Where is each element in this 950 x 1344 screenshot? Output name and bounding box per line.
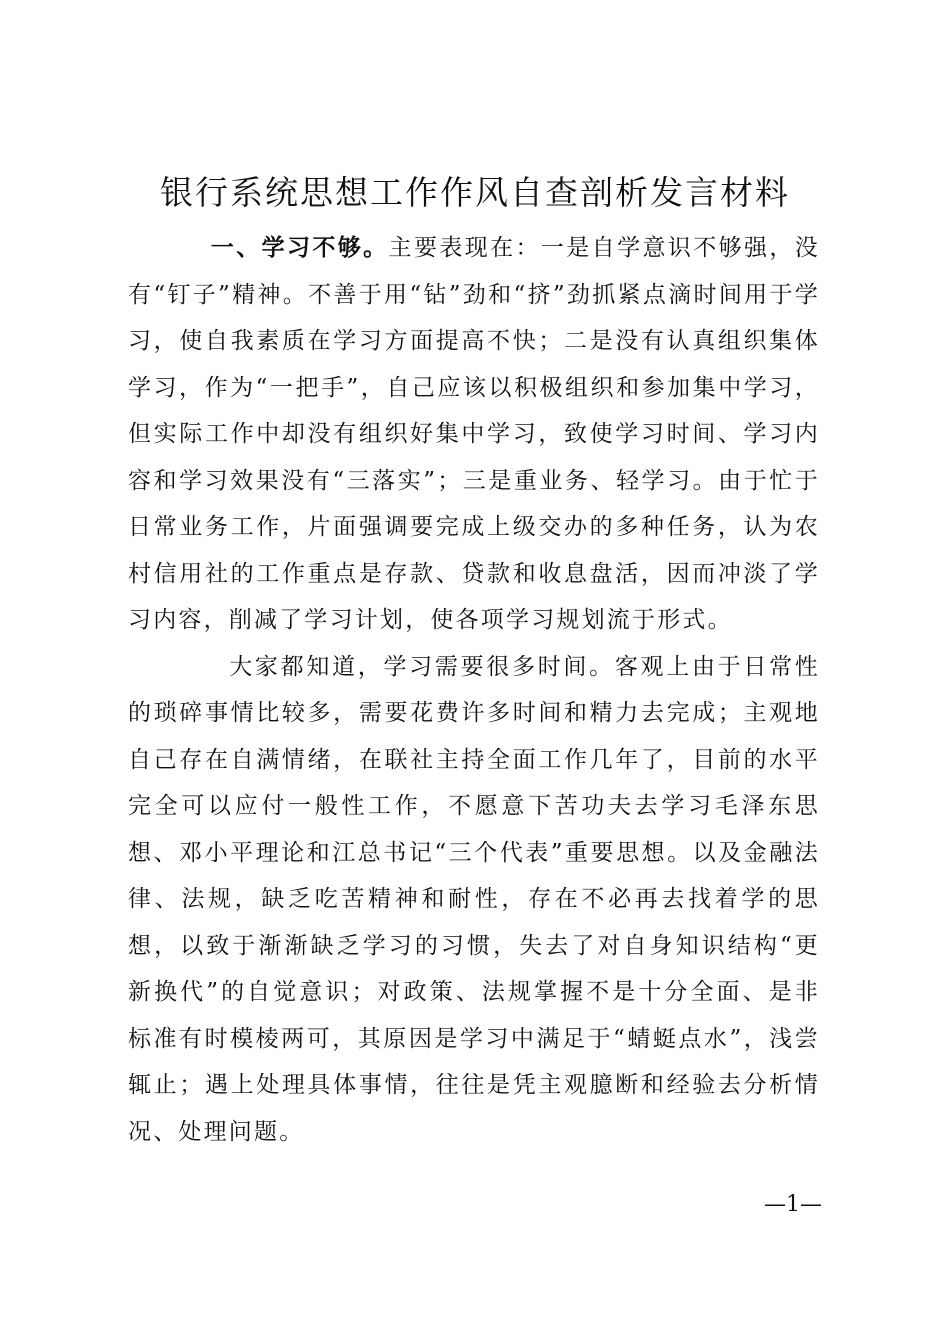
section-heading: 一、学习不够。 [210, 235, 389, 261]
document-title: 银行系统思想工作作风自查剖析发言材料 [160, 173, 790, 212]
page-number: —1— [764, 1192, 822, 1217]
paragraph-text: 大家都知道，学习需要很多时间。客观上由于日常性的琐碎事情比较多，需要花费许多时间和精力去完成；主观地自己存在自满情绪，在联社主持全面工作几年了，目前的水平完全可以应付一般性工作，不愿意下苦功夫去学习毛泽东思想、邓小平理论和江总书记“三个代表”重要思想。以及金融法律、法规，缺乏吃苦精神和耐性，存在不必再去找着学的思想，以致于渐渐缺乏学习的习惯，失去了对自身知识结构“更新换代”的自觉意识；对政策、法规掌握不是十分全面、是非标准有时模棱两可，其原因是学习中满足于“蜻蜓点水”，浅尝辄止；遇上处理具体事情，往往是凭主观臆断和经验去分析情况、处理问题。 [128, 653, 820, 1145]
paragraph-study-reasons [128, 644, 820, 1156]
document-body [128, 225, 820, 1155]
paragraph-text: 主要表现在：一是自学意识不够强，没有“钉子”精神。不善于用“钻”劲和“挤”劲抓紧点滴时间用于学习，使自我素质在学习方面提高不快；二是没有认真组织集体学习，作为“一把手”，自己应该以积极组织和参加集中学习，但实际工作中却没有组织好集中学习，致使学习时间、学习内容和学习效果没有“三落实”；三是重业务、轻学习。由于忙于日常业务工作，片面强调要完成上级交办的多种任务，认为农村信用社的工作重点是存款、贷款和收息盘活，因而冲淡了学习内容，削减了学习计划，使各项学习规划流于形式。 [128, 235, 821, 633]
paragraph-study-insufficient [128, 225, 820, 644]
